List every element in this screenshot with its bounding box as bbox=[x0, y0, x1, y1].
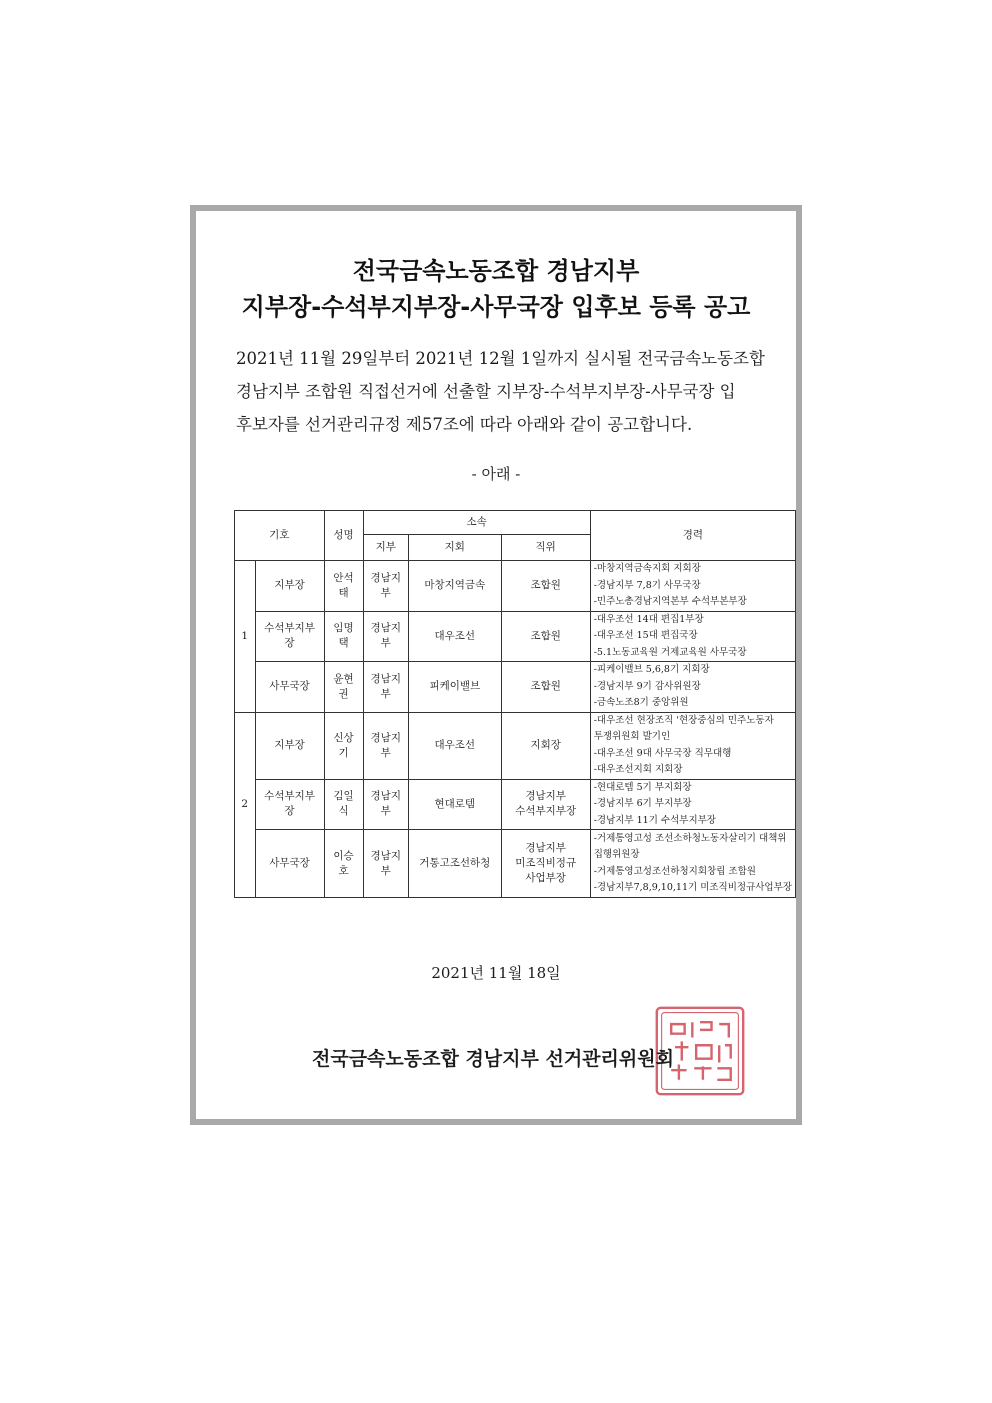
position-line: 경남지부 bbox=[525, 842, 566, 854]
office-cell: 수석부지부장 bbox=[255, 779, 324, 830]
position-line: 사업부장 bbox=[525, 872, 566, 884]
career-cell bbox=[590, 662, 795, 713]
name-cell: 신상기 bbox=[324, 712, 363, 779]
table-row bbox=[235, 561, 796, 612]
candidate-table bbox=[234, 510, 796, 898]
career-line: -대우조선지회 지회장 bbox=[593, 764, 683, 775]
header-local: 지회 bbox=[408, 535, 501, 561]
career-cell bbox=[590, 830, 795, 898]
career-line: -경남지부 11기 수석부지부장 bbox=[593, 814, 716, 826]
table-row bbox=[235, 611, 796, 662]
career-cell bbox=[590, 779, 795, 830]
name-cell: 윤현권 bbox=[324, 662, 363, 713]
career-line: -대우조선 9대 사무국장 직무대행 bbox=[593, 747, 732, 759]
group-symbol: 2 bbox=[235, 712, 256, 898]
header-position: 직위 bbox=[501, 535, 590, 561]
section-marker: - 아래 - bbox=[471, 465, 521, 483]
table-row bbox=[235, 662, 796, 713]
table-row bbox=[235, 712, 796, 779]
header-symbol: 기호 bbox=[235, 511, 325, 561]
branch-cell: 경남지부 bbox=[363, 611, 408, 662]
local-cell: 피케이밸브 bbox=[408, 662, 501, 713]
branch-cell: 경남지부 bbox=[363, 561, 408, 612]
career-line: -금속노조8기 중앙위원 bbox=[593, 697, 689, 708]
group-symbol: 1 bbox=[235, 561, 256, 713]
intro-paragraph bbox=[236, 342, 776, 441]
local-cell: 대우조선 bbox=[408, 712, 501, 779]
name-cell: 이승호 bbox=[324, 830, 363, 898]
branch-cell: 경남지부 bbox=[363, 662, 408, 713]
local-cell: 대우조선 bbox=[408, 611, 501, 662]
career-cell bbox=[590, 561, 795, 612]
career-line: -마창지역금속지회 지회장 bbox=[593, 563, 701, 574]
position-cell: 조합원 bbox=[501, 611, 590, 662]
position-cell: 조합원 bbox=[501, 662, 590, 713]
position-line: 경남지부 bbox=[525, 790, 566, 803]
career-cell bbox=[590, 611, 795, 662]
name-cell: 안석태 bbox=[324, 561, 363, 612]
position-cell: 조합원 bbox=[501, 561, 590, 612]
position-cell: 지회장 bbox=[501, 712, 590, 779]
table-row bbox=[235, 830, 796, 898]
career-line: 집행위원장 bbox=[593, 849, 640, 860]
notice-date: 2021년 11월 18일 bbox=[431, 964, 561, 982]
name-cell: 김일식 bbox=[324, 779, 363, 830]
local-cell: 현대로템 bbox=[408, 779, 501, 830]
position-line: 미조직비정규 bbox=[515, 857, 577, 869]
local-cell: 마창지역금속 bbox=[408, 561, 501, 612]
header-name: 성명 bbox=[324, 511, 363, 561]
notice-subtitle: 지부장-수석부지부장-사무국장 입후보 등록 공고 bbox=[241, 293, 751, 321]
intro-line: 경남지부 조합원 직접선거에 선출할 지부장-수석부지부장-사무국장 입 bbox=[236, 382, 736, 401]
position-cell bbox=[501, 779, 590, 830]
branch-cell: 경남지부 bbox=[363, 830, 408, 898]
career-line: -대우조선 현장조직 '현장중심의 민주노동자 bbox=[593, 714, 774, 726]
name-cell: 임명택 bbox=[324, 611, 363, 662]
table-row bbox=[235, 779, 796, 830]
intro-line: 2021년 11월 29일부터 2021년 12월 1일까지 실시될 전국금속노동조합 bbox=[236, 349, 765, 368]
header-affiliation: 소속 bbox=[363, 511, 590, 535]
position-line: 수석부지부장 bbox=[515, 805, 577, 818]
issuing-committee: 전국금속노동조합 경남지부 선거관리위원회 bbox=[312, 1048, 674, 1070]
intro-line: 후보자를 선거관리규정 제57조에 따라 아래와 같이 공고합니다. bbox=[236, 415, 693, 434]
career-line: -대우조선 14대 편집1부장 bbox=[593, 613, 704, 625]
career-line: -경남지부 9기 감사위원장 bbox=[593, 680, 701, 692]
branch-cell: 경남지부 bbox=[363, 712, 408, 779]
career-line: -5.1노동교육원 거제교육원 사무국장 bbox=[593, 646, 747, 658]
notice-title: 전국금속노동조합 경남지부 bbox=[352, 257, 640, 285]
career-line: -피케이밸브 5,6,8기 지회장 bbox=[593, 664, 710, 675]
career-line: -대우조선 15대 편집국장 bbox=[593, 630, 698, 641]
career-line: -거제통영고성 조선소하청노동자살리기 대책위 bbox=[593, 832, 787, 844]
office-cell: 수석부지부장 bbox=[255, 611, 324, 662]
office-cell: 지부장 bbox=[255, 712, 324, 779]
career-line: -경남지부 7,8기 사무국장 bbox=[593, 579, 701, 591]
notice-frame bbox=[190, 205, 802, 1125]
office-cell: 사무국장 bbox=[255, 830, 324, 898]
office-cell: 사무국장 bbox=[255, 662, 324, 713]
branch-cell: 경남지부 bbox=[363, 779, 408, 830]
career-line: -현대로템 5기 부지회장 bbox=[593, 781, 692, 793]
header-branch: 지부 bbox=[363, 535, 408, 561]
career-line: -거제통영고성조선하청지회창립 조합원 bbox=[593, 865, 756, 877]
career-line: 투쟁위원회 발기인 bbox=[593, 731, 671, 742]
career-line: -민주노총경남지역본부 수석부본부장 bbox=[593, 596, 747, 607]
career-line: -경남지부7,8,9,10,11기 미조직비정규사업부장 bbox=[593, 882, 792, 893]
career-cell bbox=[590, 712, 795, 779]
career-line: -경남지부 6기 부지부장 bbox=[593, 798, 692, 809]
local-cell: 거통고조선하청 bbox=[408, 830, 501, 898]
header-career: 경력 bbox=[590, 511, 795, 561]
office-cell: 지부장 bbox=[255, 561, 324, 612]
position-cell bbox=[501, 830, 590, 898]
